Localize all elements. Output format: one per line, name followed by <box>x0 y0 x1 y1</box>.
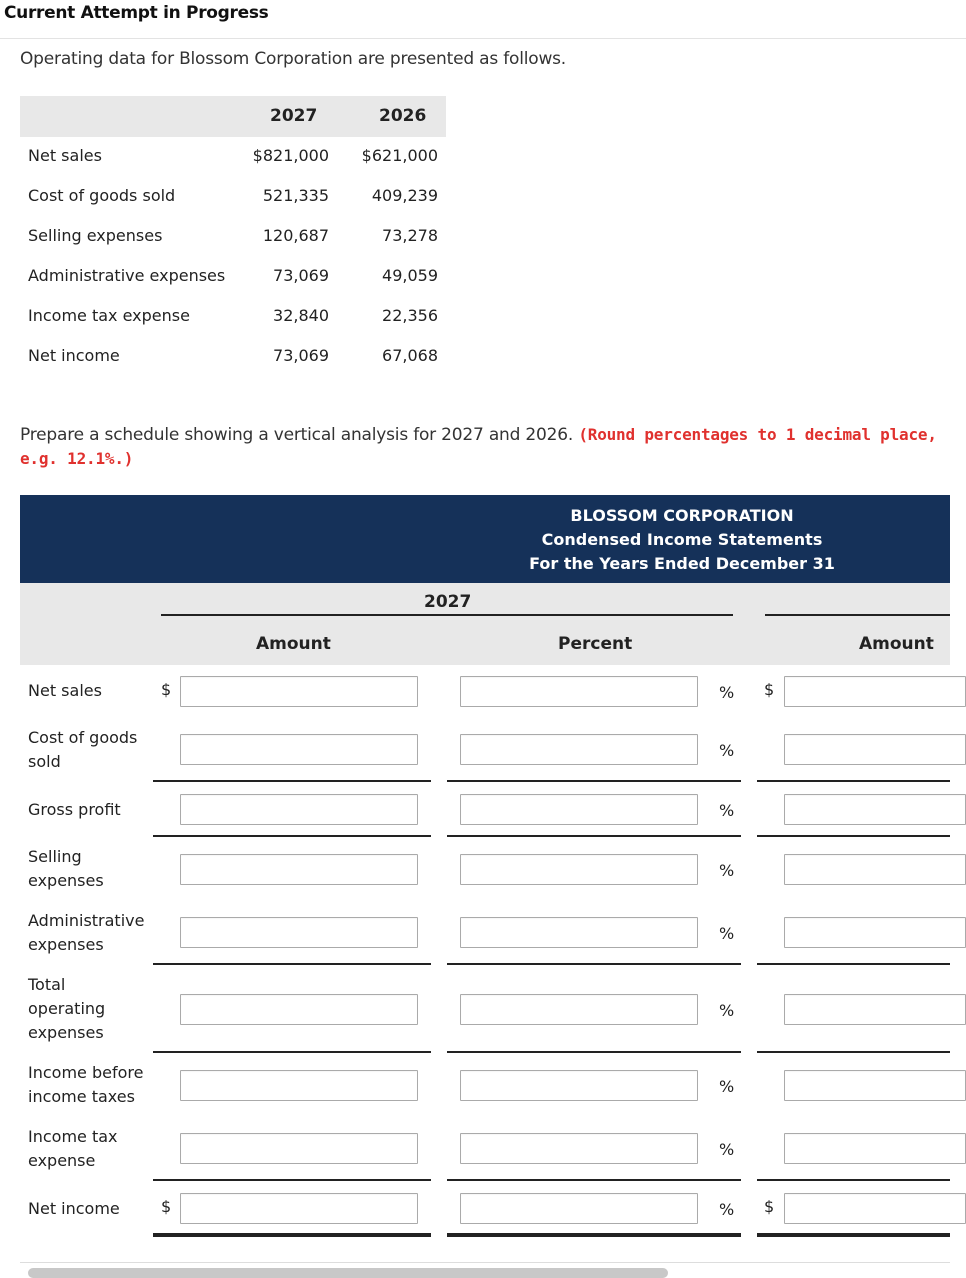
dollar-sign: $ <box>764 680 775 699</box>
ibt-amount-2026-input[interactable] <box>784 1070 966 1101</box>
data-row-label: Cost of goods sold <box>28 186 176 205</box>
dollar-sign: $ <box>161 680 172 699</box>
statement-title: Condensed Income Statements <box>541 530 823 549</box>
net-income-amount-2026-input[interactable] <box>784 1193 966 1224</box>
subtotal-line <box>757 780 950 782</box>
year-underline <box>161 614 733 616</box>
ibt-percent-2027-input[interactable] <box>460 1070 698 1101</box>
percent-sign: % <box>719 861 735 880</box>
data-row-2027: 73,069 <box>273 346 329 365</box>
total-operating-amount-2026-input[interactable] <box>784 994 966 1025</box>
data-year-2026: 2026 <box>379 106 427 126</box>
subtotal-line <box>757 1051 950 1053</box>
data-row-2027: 521,335 <box>262 186 329 205</box>
data-row-2026: $621,000 <box>361 146 438 165</box>
dollar-sign: $ <box>764 1197 775 1216</box>
row-label-gross-profit: Gross profit <box>28 800 121 819</box>
intro-text: Operating data for Blossom Corporation are presented as follows. <box>20 49 567 69</box>
year-underline <box>765 614 950 616</box>
subtotal-line <box>153 780 431 782</box>
net-sales-amount-2027-input[interactable] <box>180 676 418 707</box>
column-header <box>20 583 950 665</box>
tax-percent-2027-input[interactable] <box>460 1133 698 1164</box>
percent-sign: % <box>719 1001 735 1020</box>
gross-profit-percent-2027-input[interactable] <box>460 794 698 825</box>
attempt-status: Current Attempt in Progress <box>4 3 269 23</box>
subtotal-line <box>447 835 741 837</box>
row-label-net-sales: Net sales <box>28 681 102 700</box>
admin-amount-2026-input[interactable] <box>784 917 966 948</box>
percent-header: Percent <box>558 634 633 654</box>
ibt-amount-2027-input[interactable] <box>180 1070 418 1101</box>
percent-sign: % <box>719 1077 735 1096</box>
total-double-line <box>153 1233 431 1237</box>
subtotal-line <box>447 1051 741 1053</box>
cogs-amount-2027-input[interactable] <box>180 734 418 765</box>
row-label-total-operating: Total operating expenses <box>28 975 106 1042</box>
subtotal-line <box>447 780 741 782</box>
row-label-selling-expenses: Selling expenses <box>28 847 104 890</box>
data-row-label: Net sales <box>28 146 102 165</box>
dollar-sign: $ <box>161 1197 172 1216</box>
admin-percent-2027-input[interactable] <box>460 917 698 948</box>
data-row-label: Income tax expense <box>28 306 190 325</box>
tax-amount-2026-input[interactable] <box>784 1133 966 1164</box>
data-row-2027: 120,687 <box>262 226 329 245</box>
subtotal-line <box>153 1051 431 1053</box>
total-double-line <box>447 1233 741 1237</box>
row-label-income-tax: Income tax expense <box>28 1127 118 1170</box>
selling-amount-2026-input[interactable] <box>784 854 966 885</box>
percent-sign: % <box>719 741 735 760</box>
percent-sign: % <box>719 683 735 702</box>
row-label-admin-expenses: Administrative expenses <box>28 911 145 954</box>
subtotal-line <box>153 1179 431 1181</box>
gross-profit-amount-2026-input[interactable] <box>784 794 966 825</box>
rounding-note: (Round percentages to 1 decimal place, e.g. 12.1%.) <box>20 425 937 468</box>
data-row-2026: 409,239 <box>371 186 438 205</box>
data-row-2027: 32,840 <box>273 306 329 325</box>
subtotal-line <box>757 835 950 837</box>
percent-sign: % <box>719 1200 735 1219</box>
data-row-2026: 22,356 <box>382 306 438 325</box>
net-income-amount-2027-input[interactable] <box>180 1193 418 1224</box>
row-label-income-before-taxes: Income before income taxes <box>28 1063 144 1106</box>
amount-header: Amount <box>256 634 331 654</box>
footer-divider <box>20 1262 950 1263</box>
instructions <box>20 423 950 471</box>
data-row-2026: 49,059 <box>382 266 438 285</box>
subtotal-line <box>757 1179 950 1181</box>
net-sales-percent-2027-input[interactable] <box>460 676 698 707</box>
total-operating-amount-2027-input[interactable] <box>180 994 418 1025</box>
data-row-2026: 73,278 <box>382 226 438 245</box>
divider <box>0 38 966 39</box>
net-sales-amount-2026-input[interactable] <box>784 676 966 707</box>
tax-amount-2027-input[interactable] <box>180 1133 418 1164</box>
statement-period: For the Years Ended December 31 <box>529 554 835 573</box>
subtotal-line <box>447 963 741 965</box>
data-row-2026: 67,068 <box>382 346 438 365</box>
row-label-net-income: Net income <box>28 1199 120 1218</box>
cogs-percent-2027-input[interactable] <box>460 734 698 765</box>
subtotal-line <box>153 835 431 837</box>
amount-header-2026: Amount <box>859 634 934 654</box>
subtotal-line <box>153 963 431 965</box>
data-year-2027: 2027 <box>270 106 318 126</box>
company-name: BLOSSOM CORPORATION <box>570 506 794 525</box>
subtotal-line <box>447 1179 741 1181</box>
net-income-percent-2027-input[interactable] <box>460 1193 698 1224</box>
row-label-cogs: Cost of goods sold <box>28 728 138 771</box>
percent-sign: % <box>719 801 735 820</box>
data-row-2027: 73,069 <box>273 266 329 285</box>
data-row-2027: $821,000 <box>252 146 329 165</box>
data-row-label: Selling expenses <box>28 226 163 245</box>
statement-heading <box>470 504 894 576</box>
selling-percent-2027-input[interactable] <box>460 854 698 885</box>
admin-amount-2027-input[interactable] <box>180 917 418 948</box>
cogs-amount-2026-input[interactable] <box>784 734 966 765</box>
instructions-text: Prepare a schedule showing a vertical analysis for 2027 and 2026. <box>20 425 574 445</box>
horizontal-scrollbar[interactable] <box>28 1268 668 1278</box>
data-row-label: Administrative expenses <box>28 266 226 285</box>
selling-amount-2027-input[interactable] <box>180 854 418 885</box>
percent-sign: % <box>719 1140 735 1159</box>
total-operating-percent-2027-input[interactable] <box>460 994 698 1025</box>
data-row-label: Net income <box>28 346 120 365</box>
percent-sign: % <box>719 924 735 943</box>
gross-profit-amount-2027-input[interactable] <box>180 794 418 825</box>
subtotal-line <box>757 963 950 965</box>
year-header-2027: 2027 <box>424 592 472 612</box>
total-double-line <box>757 1233 950 1237</box>
